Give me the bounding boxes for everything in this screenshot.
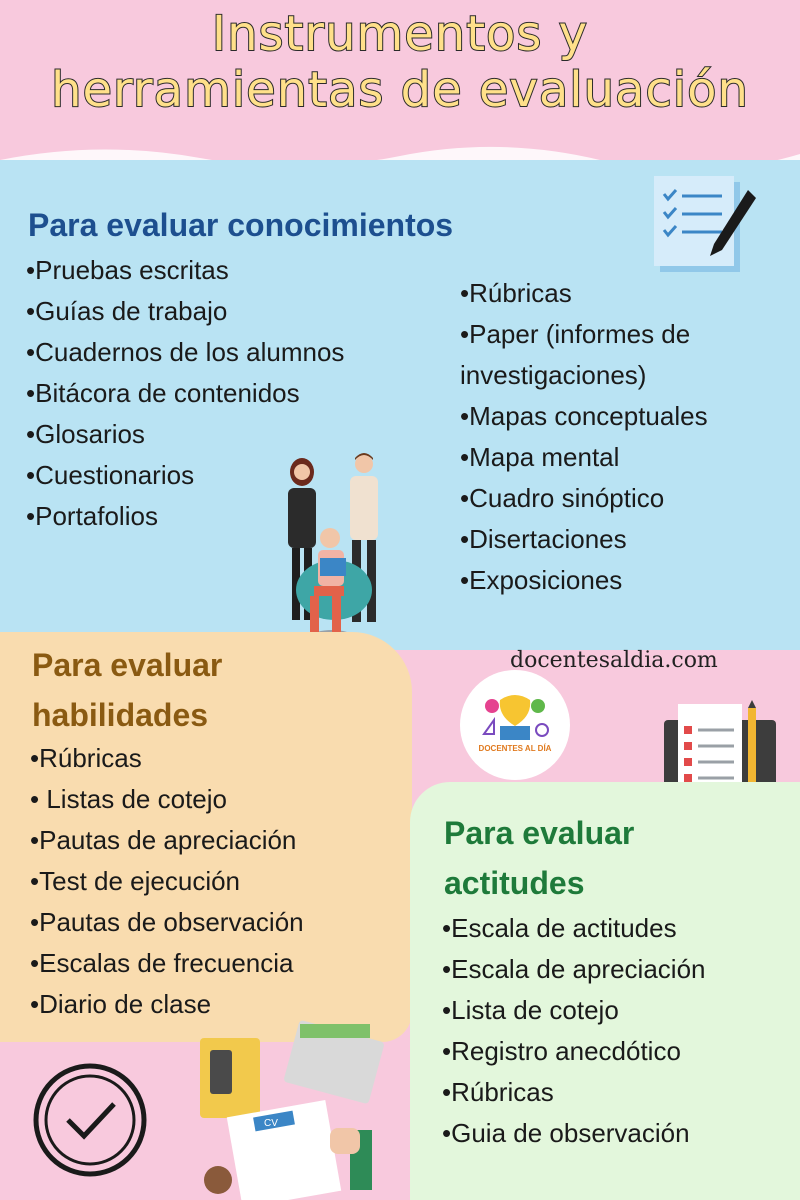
list-item: • Rúbricas — [442, 1072, 706, 1113]
list-item: • Mapa mental — [460, 437, 760, 478]
list-item: • Portafolios — [26, 496, 344, 537]
list-item: • Bitácora de contenidos — [26, 373, 344, 414]
list-item: • Diario de clase — [30, 984, 304, 1025]
list-item: • Rúbricas — [460, 273, 760, 314]
family-illustration — [272, 450, 402, 650]
list-item: • Listas de cotejo — [30, 779, 304, 820]
list-item: • Disertaciones — [460, 519, 760, 560]
conocimientos-list-2 — [460, 273, 760, 601]
list-item: • Escalas de frecuencia — [30, 943, 304, 984]
list-item: • Pautas de observación — [30, 902, 304, 943]
logo-icon — [460, 670, 570, 780]
website-url: docentesaldia.com — [510, 648, 718, 673]
checklist-pencil-icon — [652, 172, 762, 282]
desk-items-illustration — [190, 1020, 410, 1200]
logo — [460, 670, 570, 780]
habilidades-heading-line-1: Para evaluar — [32, 647, 223, 683]
list-item: • Glosarios — [26, 414, 344, 455]
logo-text: DOCENTES AL DÍA — [478, 744, 552, 753]
list-item: • Lista de cotejo — [442, 990, 706, 1031]
list-item: • Exposiciones — [460, 560, 760, 601]
list-item: • Paper (informes de investigaciones) — [460, 314, 760, 396]
list-item: • Pruebas escritas — [26, 250, 344, 291]
habilidades-heading-line-2: habilidades — [32, 697, 209, 733]
list-item: • Guia de observación — [442, 1113, 706, 1154]
actitudes-heading-line-1: Para evaluar — [444, 815, 635, 851]
habilidades-heading — [32, 640, 222, 740]
list-item: • Mapas conceptuales — [460, 396, 760, 437]
list-item: • Test de ejecución — [30, 861, 304, 902]
actitudes-heading — [444, 808, 634, 908]
list-item: • Escala de actitudes — [442, 908, 706, 949]
list-item: • Pautas de apreciación — [30, 820, 304, 861]
list-item: • Rúbricas — [30, 738, 304, 779]
title-line-1: Instrumentos y — [211, 6, 589, 62]
actitudes-heading-line-2: actitudes — [444, 865, 585, 901]
checkmark-circle-icon — [30, 1060, 150, 1180]
list-item: • Registro anecdótico — [442, 1031, 706, 1072]
conocimientos-heading: Para evaluar conocimientos — [28, 207, 454, 243]
list-item: • Cuadernos de los alumnos — [26, 332, 344, 373]
page-title — [0, 6, 800, 118]
cv-label: CV — [264, 1118, 278, 1129]
list-item: • Guías de trabajo — [26, 291, 344, 332]
actitudes-list — [442, 908, 706, 1154]
title-line-2: herramientas de evaluación — [51, 62, 749, 118]
habilidades-list — [30, 738, 304, 1025]
list-item: • Cuadro sinóptico — [460, 478, 760, 519]
list-item: • Cuestionarios — [26, 455, 344, 496]
list-item: • Escala de apreciación — [442, 949, 706, 990]
